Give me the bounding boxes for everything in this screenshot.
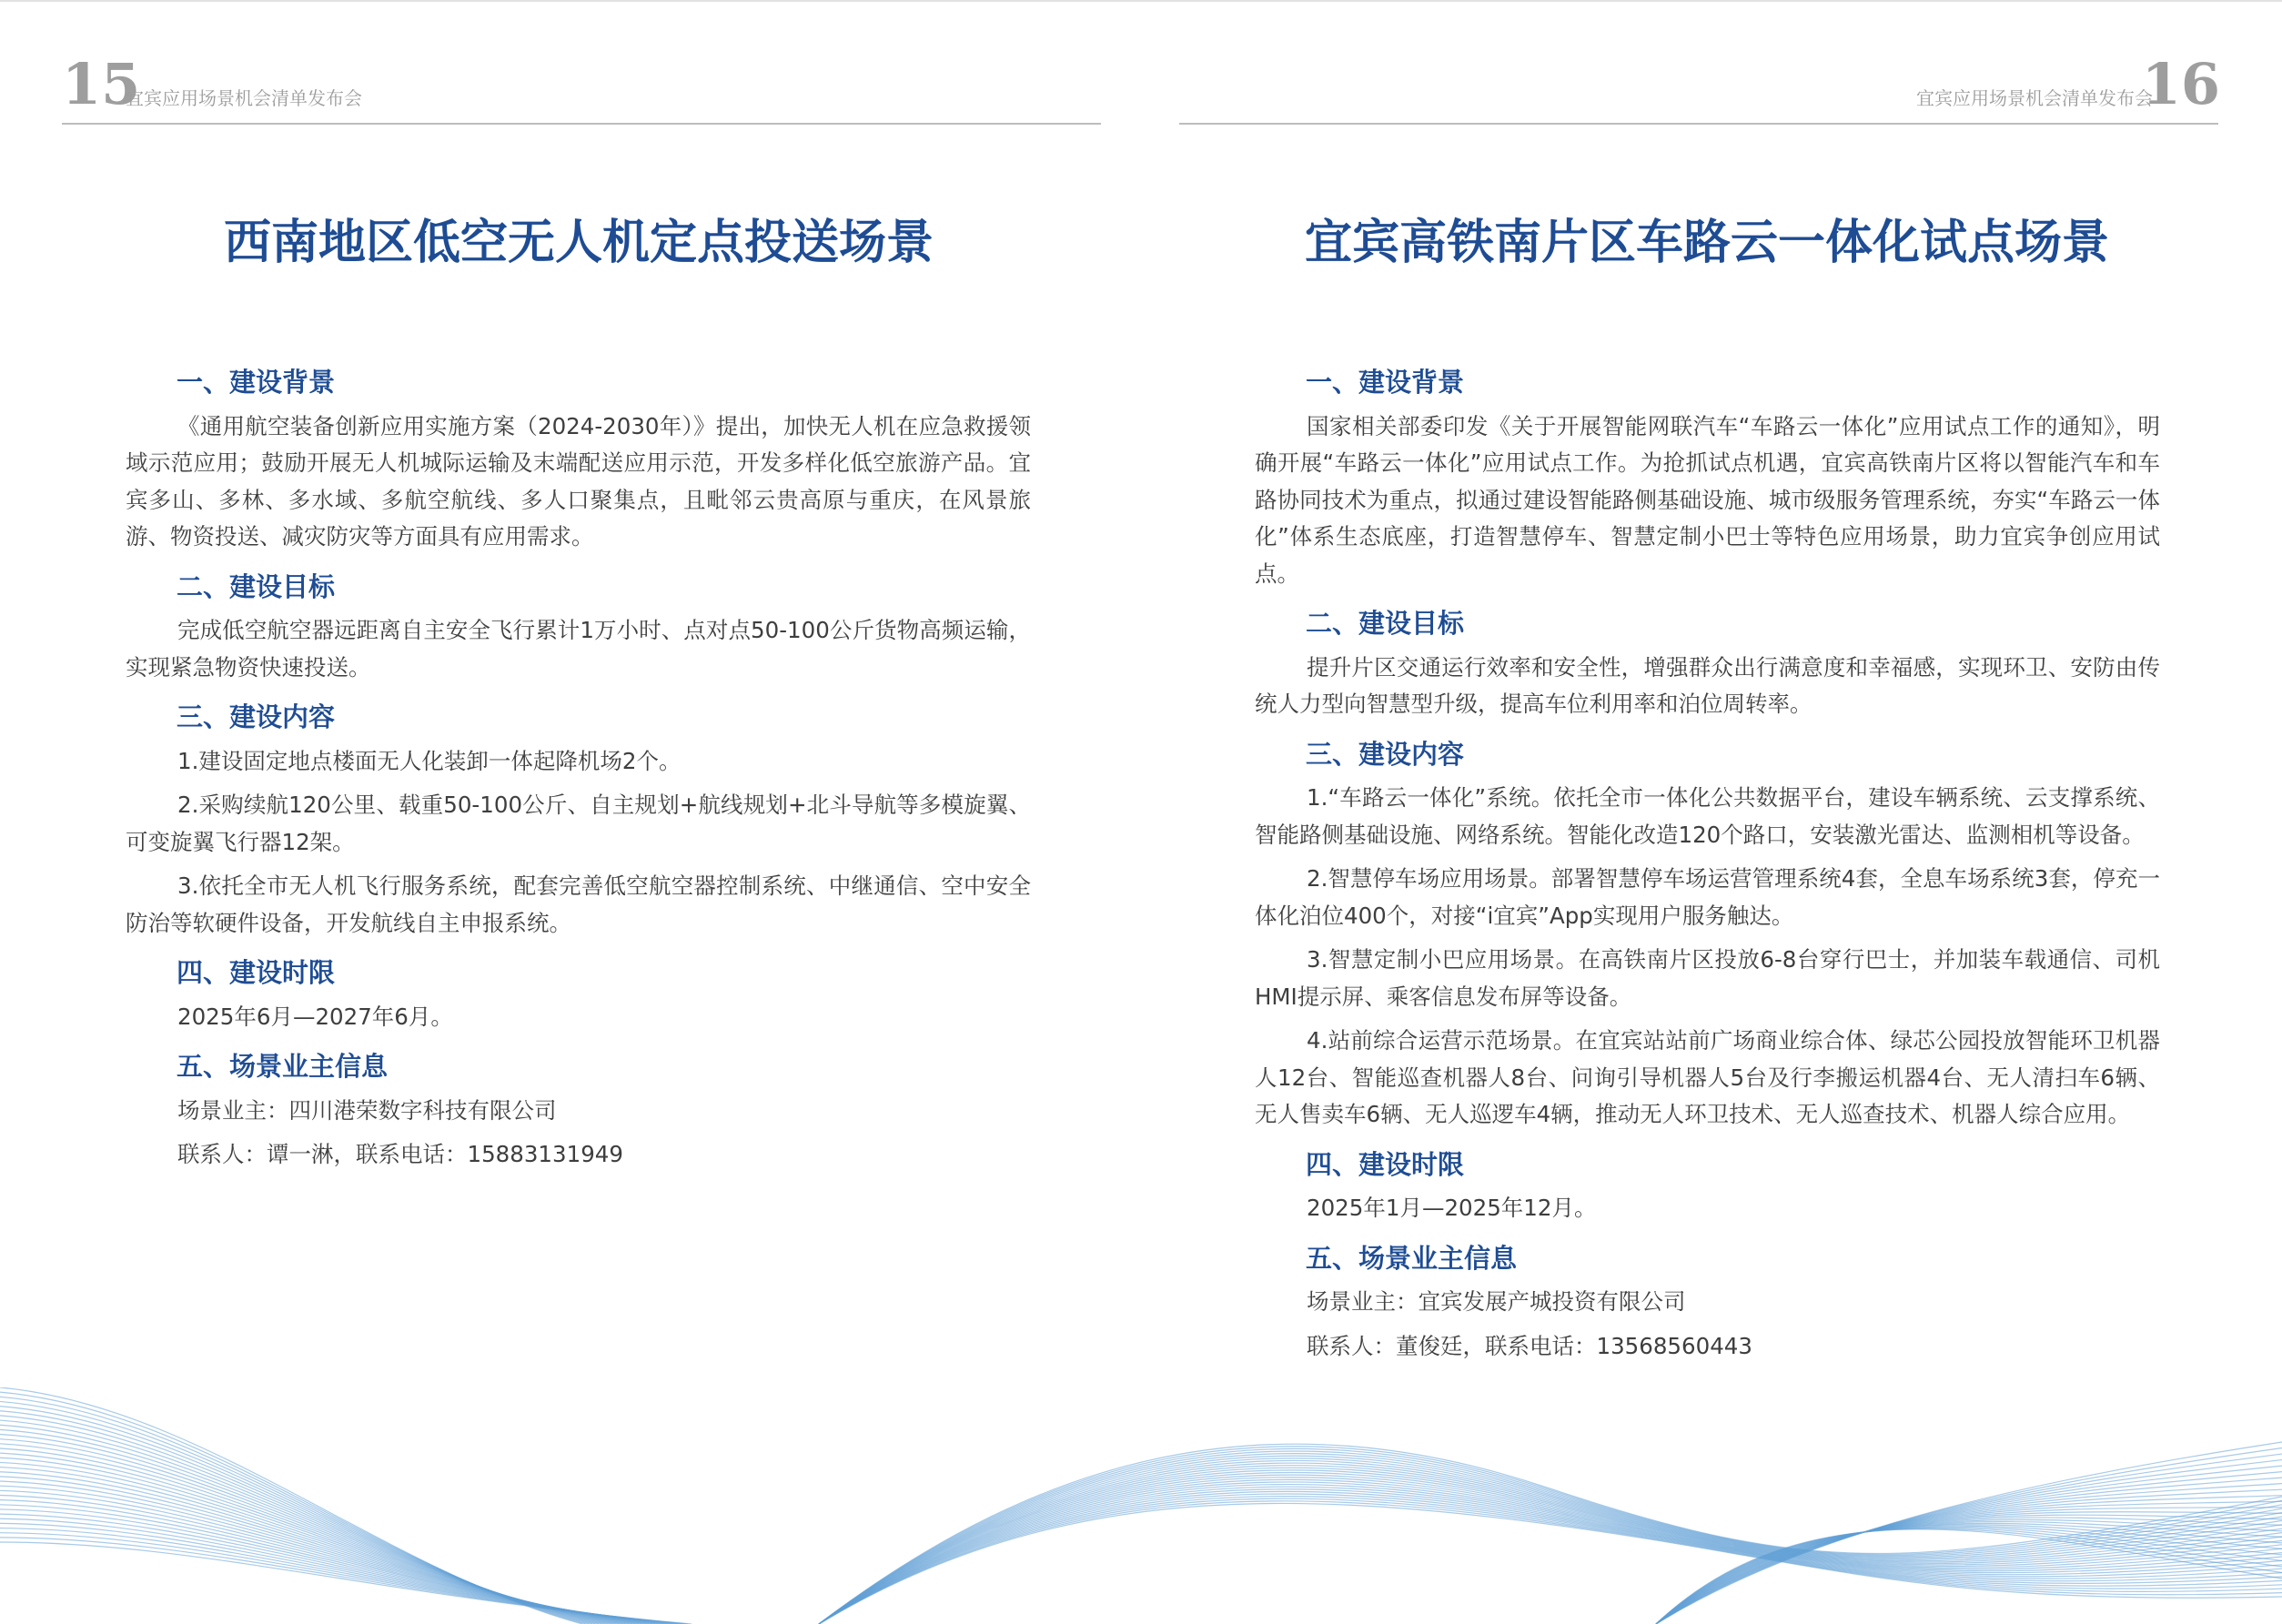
section-heading-background: 一、建设背景 [177,367,336,398]
section-heading-timeline: 四、建设时限 [177,957,336,989]
section-paragraph: 2.智慧停车场应用场景。部署智慧停车场运营管理系统4套，全息车场系统3套，停充一体化泊位400个，对接“i宜宾”App实现用户服务触达。 [1255,865,2160,929]
section-heading-owner: 五、场景业主信息 [1306,1242,1518,1274]
owner-contact: 联系人：董俊廷，联系电话：13568560443 [1307,1332,1752,1359]
section-paragraph: 3.依托全市无人机飞行服务系统，配套完善低空航空器控制系统、中继通信、空中安全防治等软硬件设备，开发航线自主申报系统。 [126,873,1031,936]
owner-company: 场景业主：宜宾发展产城投资有限公司 [1307,1288,1686,1316]
section-paragraph: 完成低空航空器远距离自主安全飞行累计1万小时、点对点50-100公斤货物高频运输，实现紧急物资快速投送。 [126,617,1031,681]
section-paragraph: 2.采购续航120公里、载重50-100公斤、自主规划+航线规划+北斗导航等多模旋翼、可变旋翼飞行器12架。 [126,792,1031,855]
page-header-title: 宜宾应用场景机会清单发布会 [1916,87,2153,109]
page-number: 16 [2141,51,2220,117]
section-heading-goal: 二、建设目标 [177,570,336,602]
section-paragraph: 1.建设固定地点楼面无人化装卸一体起降机场2个。 [177,747,682,774]
section-paragraph: 国家相关部委印发《关于开展智能网联汽车“车路云一体化”应用试点工作的通知》，明确开展“车路云一体化”应用试点工作。为抢抓试点机遇，宜宾高铁南片区将以智能汽车和车路协同技术为重点，拟通过建设智能路侧基础设施、城市级服务管理系统，夯实“车路云一体化”体系生态底座，打造智慧停车、智慧定制小巴士等特色应用场景，助力宜宾争创应用试点。 [1255,412,2160,587]
section-heading-content: 三、建设内容 [1306,738,1465,770]
page-header-title: 宜宾应用场景机会清单发布会 [126,87,362,109]
section-paragraph: 2025年6月—2027年6月。 [177,1003,453,1030]
section-paragraph: 4.站前综合运营示范场景。在宜宾站站前广场商业综合体、绿芯公园投放智能环卫机器人12台、智能巡查机器人8台、问询引导机器人5台及行李搬运机器4台、无人清扫车6辆、无人售卖车6辆、无人巡逻车4辆，推动无人环卫技术、无人巡查技术、机器人综合应用。 [1255,1027,2160,1128]
scenario-title: 西南地区低空无人机定点投送场景 [223,216,934,270]
right-page [1141,0,2282,1624]
scenario-title: 宜宾高铁南片区车路云一体化试点场景 [1304,216,2109,270]
section-paragraph: 提升片区交通运行效率和安全性，增强群众出行满意度和幸福感，实现环卫、安防由传统人力型向智慧型升级，提高车位利用率和泊位周转率。 [1255,653,2160,718]
scenario-content [126,364,1031,1174]
section-paragraph: 2025年1月—2025年12月。 [1307,1195,1597,1222]
section-paragraph: 3.智慧定制小巴应用场景。在高铁南片区投放6-8台穿行巴士，并加装车载通信、司机HMI提示屏、乘客信息发布屏等设备。 [1255,946,2160,1010]
header-divider [1179,123,2218,125]
section-paragraph: 1.“车路云一体化”系统。依托全市一体化公共数据平台，建设车辆系统、云支撑系统、智能路侧基础设施、网络系统。智能化改造120个路口，安装激光雷达、监测相机等设备。 [1255,784,2160,848]
header-divider [62,123,1101,125]
section-heading-background: 一、建设背景 [1306,367,1465,398]
section-heading-timeline: 四、建设时限 [1306,1148,1465,1180]
owner-company: 场景业主：四川港荣数字科技有限公司 [177,1096,557,1124]
section-heading-goal: 二、建设目标 [1306,608,1465,640]
section-heading-content: 三、建设内容 [177,701,336,733]
section-heading-owner: 五、场景业主信息 [177,1051,389,1083]
scenario-content [1255,364,2160,1365]
owner-contact: 联系人：谭一淋，联系电话：15883131949 [177,1141,623,1168]
page-number: 15 [62,51,141,117]
section-paragraph: 《通用航空装备创新应用实施方案（2024-2030年）》提出，加快无人机在应急救援领域示范应用；鼓励开展无人机城际运输及末端配送应用示范，开发多样化低空旅游产品。宜宾多山、多林、多水域、多航空航线、多人口聚集点，且毗邻云贵高原与重庆，在风景旅游、物资投送、减灾防灾等方面具有应用需求。 [126,412,1031,550]
